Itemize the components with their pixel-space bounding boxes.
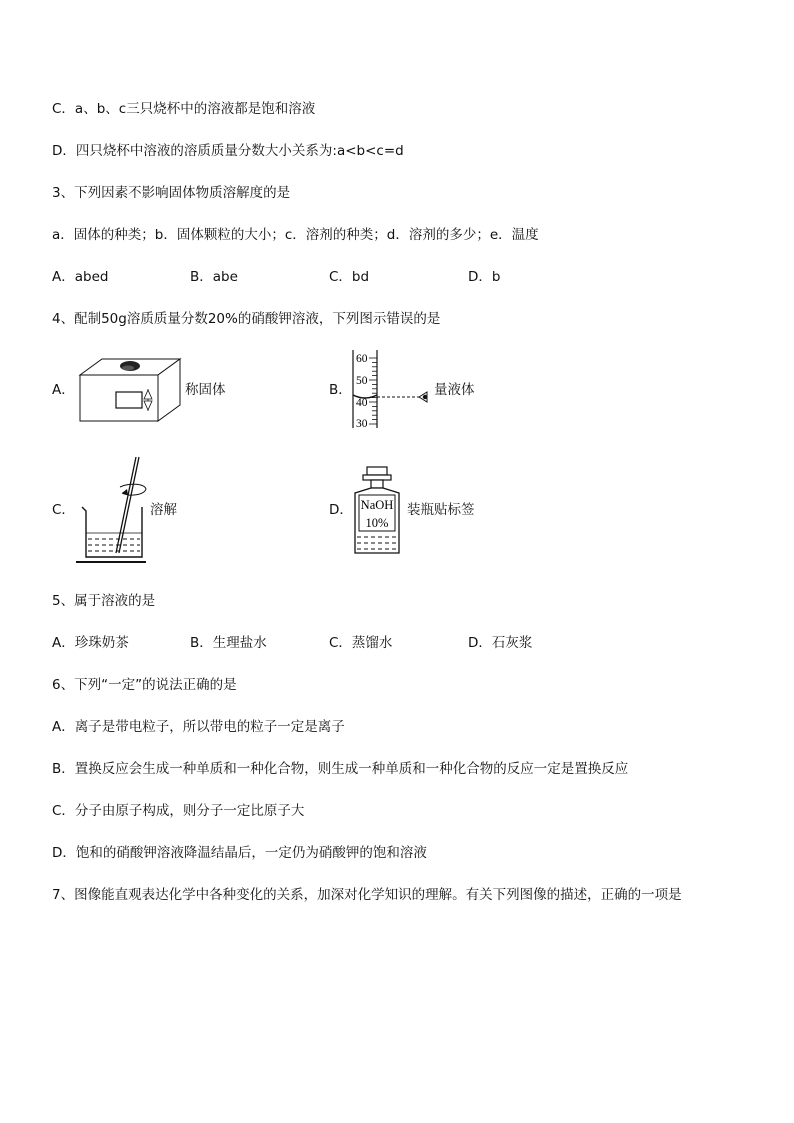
question-5-option-a: A．珍珠奶茶 [52, 635, 129, 651]
eye-icon [419, 392, 427, 402]
question-5-stem: 5、属于溶液的是 [52, 593, 156, 609]
question-6-option-b: B．置换反应会生成一种单质和一种化合物，则生成一种单质和一种化合物的反应一定是置换反应 [52, 761, 629, 777]
question-3-option-d: D．b [468, 269, 501, 285]
figure-d-letter: D． [329, 502, 353, 518]
figure-c-caption: 溶解 [150, 502, 177, 518]
figure-a-caption: 称固体 [185, 382, 226, 398]
question-2-option-d: D．四只烧杯中溶液的溶质质量分数大小关系为:a<b<c=d [52, 143, 404, 159]
question-7-stem: 7、图像能直观表达化学中各种变化的关系，加深对化学知识的理解。有关下列图像的描述，正确的一项是 [52, 887, 682, 903]
question-3-option-c: C．bd [329, 269, 370, 285]
question-6-option-a: A．离子是带电粒子，所以带电的粒子一定是离子 [52, 719, 345, 735]
question-6-stem: 6、下列“一定”的说法正确的是 [52, 677, 237, 693]
question-3-option-a: A．abed [52, 269, 109, 285]
figure-d-caption: 装瓶贴标签 [407, 502, 475, 518]
reagent-bottle-figure [349, 465, 405, 557]
question-2-option-c: C．a、b、c三只烧杯中的溶液都是饱和溶液 [52, 101, 316, 117]
question-5-option-d: D．石灰浆 [468, 635, 533, 651]
question-4-stem: 4、配制50g溶质质量分数20%的硝酸钾溶液，下列图示错误的是 [52, 311, 441, 327]
question-5-option-b: B．生理盐水 [190, 635, 267, 651]
glass-rod [116, 457, 139, 553]
figure-b-caption: 量液体 [434, 382, 475, 398]
question-3-stem: 3、下列因素不影响固体物质溶解度的是 [52, 185, 291, 201]
question-3-factors: a．固体的种类；b．固体颗粒的大小；c．溶剂的种类；d．溶剂的多少；e．温度 [52, 227, 539, 243]
graduated-cylinder-figure [347, 348, 435, 430]
beaker-figure [72, 453, 148, 565]
question-5-option-c: C．蒸馏水 [329, 635, 393, 651]
tick-label-30: 30 [356, 418, 368, 430]
question-3-option-b: B．abe [190, 269, 238, 285]
tick-label-50: 50 [356, 375, 368, 387]
figure-c-letter: C． [52, 502, 75, 518]
tick-label-60: 60 [356, 353, 368, 365]
tick-label-40: 40 [356, 397, 368, 409]
balance-figure [72, 355, 184, 425]
figure-b-letter: B． [329, 382, 352, 398]
question-6-option-c: C．分子由原子构成，则分子一定比原子大 [52, 803, 305, 819]
question-6-option-d: D．饱和的硝酸钾溶液降温结晶后，一定仍为硝酸钾的饱和溶液 [52, 845, 427, 861]
label-concentration: 10% [365, 516, 389, 530]
label-substance: NaOH [360, 498, 394, 512]
figure-a-letter: A． [52, 382, 75, 398]
